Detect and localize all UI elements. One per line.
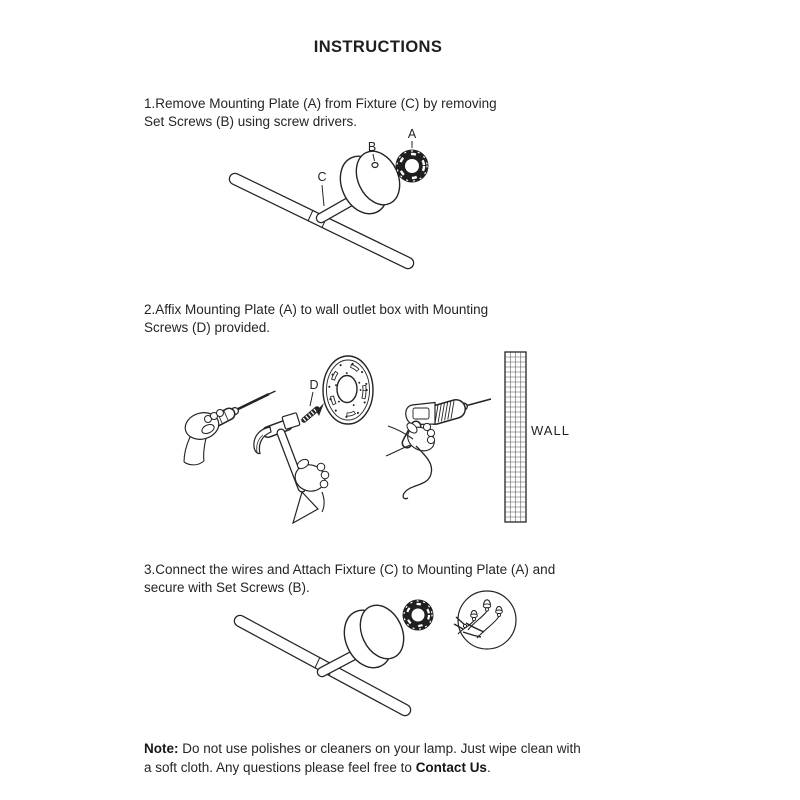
wall-label: WALL bbox=[531, 423, 570, 438]
note-line-1: Note: Do not use polishes or cleaners on your lamp. Just wipe clean with bbox=[144, 741, 581, 756]
mounting-screw bbox=[304, 378, 324, 420]
mounting-plate bbox=[403, 600, 434, 631]
label-b: B bbox=[367, 140, 377, 154]
step-1-line-1: 1.Remove Mounting Plate (A) from Fixture (C) by removing bbox=[144, 96, 497, 111]
mounting-plate bbox=[396, 150, 429, 183]
step-3-diagram bbox=[225, 588, 535, 723]
hand-hammer bbox=[254, 413, 329, 523]
step-2-line-1: 2.Affix Mounting Plate (A) to wall outlet box with Mounting bbox=[144, 302, 489, 317]
wiring-detail bbox=[454, 591, 516, 649]
label-a: A bbox=[407, 127, 417, 141]
label-d: D bbox=[309, 378, 319, 392]
mounting-plate-large bbox=[323, 356, 373, 424]
step-1-line-2: Set Screws (B) using screw drivers. bbox=[144, 114, 358, 129]
page-title: INSTRUCTIONS bbox=[313, 38, 443, 56]
step-2-diagram bbox=[150, 340, 580, 545]
step-1-diagram bbox=[225, 122, 495, 287]
set-screw-hole bbox=[372, 163, 378, 168]
hand-screwdriver bbox=[182, 391, 275, 465]
step-3-line-1: 3.Connect the wires and Attach Fixture (C) to Mounting Plate (A) and bbox=[144, 562, 556, 577]
hand-drill bbox=[386, 399, 491, 499]
note-label: Note: bbox=[144, 741, 179, 756]
step-2-line-2: Screws (D) provided. bbox=[144, 320, 271, 335]
contact-us-text: Contact Us bbox=[415, 759, 487, 775]
wall bbox=[505, 352, 570, 522]
step-3-line-2: secure with Set Screws (B). bbox=[144, 580, 310, 595]
step-2-text bbox=[144, 301, 488, 337]
note-line-2: a soft cloth. Any questions please feel free to Contact Us. bbox=[144, 759, 491, 775]
label-c: C bbox=[317, 170, 327, 184]
care-note bbox=[144, 740, 581, 777]
